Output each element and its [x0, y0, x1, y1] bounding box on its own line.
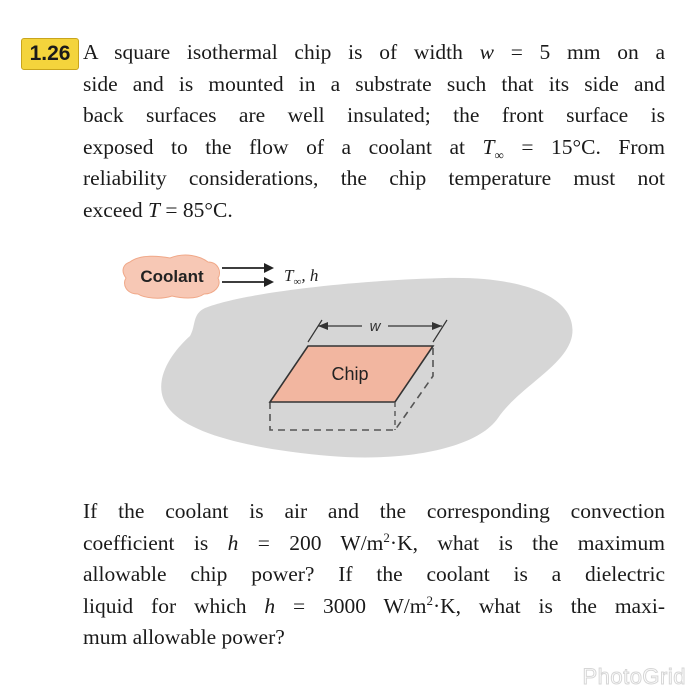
statement-line: exposed to the flow of a coolant at $T_\infty = 15^\circ C$. From	[83, 134, 665, 162]
width-label: w	[369, 318, 381, 335]
statement-line: exceed T = 85°C.	[83, 197, 233, 222]
question-line: If the coolant is air and the corresponding convection	[83, 499, 665, 523]
statement-line: reliability considerations, the chip temperature must not	[83, 166, 665, 190]
coolant-label: Coolant	[140, 267, 204, 286]
photogrid-watermark: PhotoGrid	[582, 664, 686, 689]
flow-label-sub: ∞	[293, 276, 302, 288]
question-line: allowable chip power? If the coolant is a dielectric	[83, 562, 665, 586]
math-variable: h	[227, 530, 239, 555]
chip-label: Chip	[331, 364, 369, 384]
question-line: liquid for which h = 3000 $W/m^2\cdot K$, what is the maxi-	[83, 592, 665, 618]
math-subscript: ∞	[494, 146, 504, 162]
flow-arrow-head	[264, 263, 274, 273]
statement-line: side and is mounted in a substrate such that its side and	[83, 71, 665, 96]
chip-diagram	[100, 240, 600, 470]
question-line: mum allowable power?	[83, 625, 285, 649]
math-variable: w	[479, 40, 494, 64]
math-variable: h	[264, 593, 276, 618]
flow-label-h: , h	[301, 266, 319, 285]
math-variable: T	[482, 134, 495, 159]
statement-line: back surfaces are well insulated; the front surface is	[83, 103, 665, 127]
math-superscript: 2	[383, 529, 390, 545]
flow-arrow-head	[264, 277, 274, 287]
flow-conditions-label	[284, 266, 318, 288]
question-line: coefficient is h = 200 $W/m^2\cdot K$, what is the maximum	[83, 529, 665, 555]
math-variable: T	[148, 197, 161, 222]
problem-number-badge: 1.26	[21, 38, 79, 70]
statement-line: A square isothermal chip is of width w = 5 mm on a	[83, 40, 665, 64]
math-superscript: 2	[426, 592, 433, 608]
flow-label-T: T	[284, 266, 294, 285]
problem-question	[83, 496, 665, 654]
chip-figure	[100, 240, 600, 470]
problem-statement	[83, 37, 665, 226]
